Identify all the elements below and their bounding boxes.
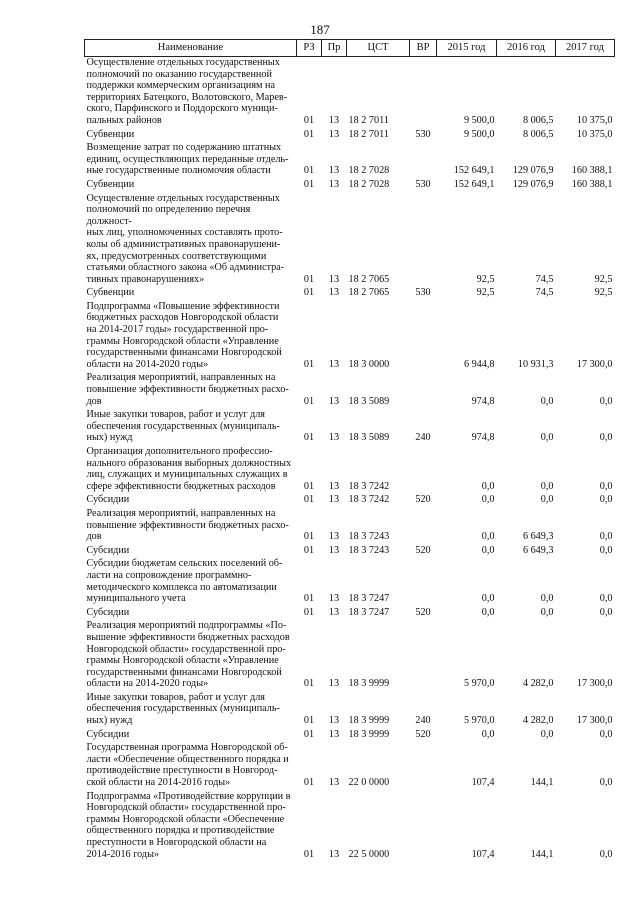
row-name: Реализация мероприятий, направленных на повышение эффективности бюджетных расхо- дов [86,372,289,407]
row-cst: 18 2 7028 [348,178,390,190]
header-2015: 2015 год [437,40,497,57]
table-row [85,129,615,141]
row-2016: 4 282,0 [522,715,554,727]
table-row [85,287,615,299]
row-vr: 520 [415,728,431,740]
table-row [85,57,615,127]
row-2016: 0,0 [540,728,554,740]
table-row [85,558,615,604]
row-2017: 10 375,0 [576,128,613,140]
header-rz: РЗ [297,40,322,57]
row-pr: 13 [328,480,340,492]
header-name: Наименование [85,40,297,57]
table-row [85,446,615,492]
row-2016: 0,0 [540,432,554,444]
row-vr [410,372,437,407]
row-2016: 0,0 [540,606,554,618]
row-2015: 5 970,0 [463,678,495,690]
row-vr [410,742,437,788]
table-row [85,620,615,690]
table-row [85,193,615,286]
row-rz: 01 [303,287,315,299]
row-rz: 01 [303,358,315,370]
row-name: Субвенции [86,287,135,299]
row-vr [410,791,437,861]
row-pr: 13 [328,715,340,727]
table-row [85,494,615,506]
row-2016: 6 649,3 [522,531,554,543]
row-2016: 129 076,9 [512,178,554,190]
row-2017: 17 300,0 [576,715,613,727]
row-name: Субсидии [86,728,130,740]
row-2017: 0,0 [599,531,613,543]
page-number: 187 [310,22,330,37]
row-2017: 92,5 [594,273,613,285]
row-vr: 530 [415,287,431,299]
row-2016: 129 076,9 [512,165,554,177]
row-name: Реализация мероприятий подпрограммы «По- вышение эффективности бюджетных расходов Новгородской области» государственной про- граммы Новгородской области «Управление государственными финансами Новгородской области на 2014-2020 годы» [86,620,290,690]
row-rz: 01 [303,593,315,605]
row-2017: 0,0 [599,395,613,407]
row-2015: 107,4 [471,777,495,789]
row-2015: 974,8 [471,395,495,407]
row-vr [410,57,437,127]
row-name: Субсидии [86,494,130,506]
row-2017: 10 375,0 [576,114,613,126]
row-name: Субвенции [86,178,135,190]
row-cst: 18 3 7247 [348,593,390,605]
row-2015: 0,0 [481,531,495,543]
row-rz: 01 [303,606,315,618]
row-2015: 0,0 [481,728,495,740]
row-cst: 18 3 0000 [348,358,390,370]
header-cst: ЦСТ [347,40,410,57]
table-row [85,372,615,407]
row-vr: 530 [415,178,431,190]
row-pr: 13 [328,606,340,618]
row-rz: 01 [303,494,315,506]
row-2015: 0,0 [481,606,495,618]
row-cst: 18 2 7011 [348,114,389,126]
row-pr: 13 [328,395,340,407]
row-pr: 13 [328,544,340,556]
row-rz: 01 [303,715,315,727]
row-cst: 18 3 9999 [348,715,390,727]
row-rz: 01 [303,114,315,126]
table-row [85,508,615,543]
row-pr: 13 [328,531,340,543]
row-2016: 74,5 [535,287,554,299]
row-vr: 240 [415,715,431,727]
row-vr [410,142,437,177]
row-2017: 0,0 [599,544,613,556]
row-2017: 0,0 [599,777,613,789]
row-2017: 0,0 [599,593,613,605]
row-2016: 8 006,5 [522,114,554,126]
row-cst: 18 3 9999 [348,678,390,690]
row-2017: 0,0 [599,494,613,506]
row-2015: 974,8 [471,432,495,444]
row-2015: 92,5 [476,273,495,285]
row-cst: 18 3 7243 [348,531,390,543]
row-2016: 10 931,3 [517,358,554,370]
row-name: Государственная программа Новгородской об- ласти «Обеспечение общественного порядка и противодействие преступности в Новгород- ской области на 2014-2016 годы» [86,742,289,789]
row-cst: 18 3 9999 [348,728,390,740]
row-vr: 530 [415,128,431,140]
row-2016: 0,0 [540,395,554,407]
table-row [85,179,615,191]
row-pr: 13 [328,432,340,444]
row-rz: 01 [303,544,315,556]
row-2016: 0,0 [540,494,554,506]
row-name: Иные закупки товаров, работ и услуг для обеспечения государственных (муниципаль- ных) нужд [86,409,280,444]
row-2017: 92,5 [594,287,613,299]
row-vr [410,558,437,604]
row-rz: 01 [303,395,315,407]
row-name: Реализация мероприятий, направленных на повышение эффективности бюджетных расхо- дов [86,507,289,543]
row-cst: 22 0 0000 [348,777,390,789]
table-row [85,545,615,557]
row-2015: 152 649,1 [453,178,495,190]
row-vr [410,620,437,690]
table-row [85,742,615,788]
row-vr [410,193,437,286]
row-name: Подпрограмма «Повышение эффективности бюджетных расходов Новгородской области на 2014-2017 годы» государственной про- граммы Новгородской области «Управление государственными финансами Новгородской области на 2014-2020 годы» [86,300,282,370]
row-2016: 0,0 [540,593,554,605]
row-vr [410,446,437,492]
row-pr: 13 [328,777,340,789]
row-name: Осуществление отдельных государственных полномочий по оказанию государственной поддержки коммерческим организациям на территориях Батецкого, Волотовского, Марев- ского, Парфинского и Поддорского муници- пальных районов [86,57,288,126]
row-2015: 5 970,0 [463,715,495,727]
row-2015: 92,5 [476,287,495,299]
row-2016: 6 649,3 [522,544,554,556]
row-rz: 01 [303,178,315,190]
table-row [85,142,615,177]
row-2015: 152 649,1 [453,165,495,177]
row-cst: 22 5 0000 [348,848,390,860]
row-name: Осуществление отдельных государственных полномочий по определению перечня должност- ных лиц, уполномоченных составлять прото- колы об административных правонарушени- ях, предусмотренных соответствующими статьями областного закона «Об администра- тивных правонарушениях» [86,192,285,285]
row-2015: 0,0 [481,593,495,605]
row-vr [410,301,437,371]
row-cst: 18 3 7247 [348,606,390,618]
table-row [85,791,615,861]
row-gap [85,860,615,862]
row-2017: 17 300,0 [576,678,613,690]
row-pr: 13 [328,128,340,140]
row-2017: 0,0 [599,728,613,740]
row-name: Субсидии [86,544,130,556]
row-cst: 18 2 7028 [348,165,390,177]
row-2016: 0,0 [540,480,554,492]
row-pr: 13 [328,848,340,860]
table-body [85,57,615,863]
row-rz: 01 [303,777,315,789]
row-pr: 13 [328,273,340,285]
row-name: Подпрограмма «Противодействие коррупции в Новгородской области» государственной про- граммы Новгородской области «Обеспечение общественного порядка и противодействие преступности в Новгородской области на 2014-2016 годы» [86,790,291,860]
table-row [85,692,615,727]
row-2017: 0,0 [599,606,613,618]
row-2017: 160 388,1 [571,165,613,177]
row-pr: 13 [328,728,340,740]
row-name: Организация дополнительного профессио- нального образования выборных должностных лиц, служащих и муниципальных служащих в сфере эффективности бюджетных расходов [86,446,292,492]
row-cst: 18 3 7242 [348,494,390,506]
row-pr: 13 [328,494,340,506]
row-pr: 13 [328,178,340,190]
row-2015: 0,0 [481,480,495,492]
row-2016: 74,5 [535,273,554,285]
row-2015: 9 500,0 [463,128,495,140]
row-rz: 01 [303,432,315,444]
row-2017: 17 300,0 [576,358,613,370]
row-cst: 18 3 5089 [348,432,390,444]
row-cst: 18 3 5089 [348,395,390,407]
row-rz: 01 [303,128,315,140]
row-cst: 18 3 7242 [348,480,390,492]
row-name: Субсидии [86,606,130,618]
row-pr: 13 [328,593,340,605]
header-2017: 2017 год [556,40,615,57]
row-cst: 18 2 7065 [348,273,390,285]
table-row [85,729,615,741]
row-vr: 520 [415,494,431,506]
row-rz: 01 [303,165,315,177]
row-2016: 8 006,5 [522,128,554,140]
row-name: Субвенции [86,128,135,140]
row-2016: 144,1 [530,777,554,789]
row-pr: 13 [328,287,340,299]
row-vr [410,508,437,543]
row-vr: 520 [415,606,431,618]
row-cst: 18 2 7011 [348,128,389,140]
table-row [85,607,615,619]
header-2016: 2016 год [497,40,556,57]
header-vr: ВР [410,40,437,57]
header-pr: Пр [322,40,347,57]
table-row [85,301,615,371]
row-name: Субсидии бюджетам сельских поселений об- ласти на сопровождение программно- методического комплекса по автоматизации муниципального учета [86,558,283,605]
row-vr: 520 [415,544,431,556]
row-cst: 18 3 7243 [348,544,390,556]
row-cst: 18 2 7065 [348,287,390,299]
row-2017: 0,0 [599,848,613,860]
row-pr: 13 [328,165,340,177]
row-pr: 13 [328,114,340,126]
row-name: Возмещение затрат по содержанию штатных единиц, осуществляющих переданные отдель- ные государственные полномочия области [86,142,289,177]
row-2017: 160 388,1 [571,178,613,190]
row-2015: 0,0 [481,494,495,506]
row-2017: 0,0 [599,432,613,444]
row-vr: 240 [415,432,431,444]
row-2015: 9 500,0 [463,114,495,126]
row-pr: 13 [328,358,340,370]
table-header-row [85,40,615,57]
row-2016: 144,1 [530,848,554,860]
row-2017: 0,0 [599,480,613,492]
table-row [85,409,615,444]
row-2015: 6 944,8 [463,358,495,370]
row-pr: 13 [328,678,340,690]
row-2015: 107,4 [471,848,495,860]
row-rz: 01 [303,273,315,285]
row-rz: 01 [303,480,315,492]
budget-table [84,39,615,862]
row-2015: 0,0 [481,544,495,556]
row-2016: 4 282,0 [522,678,554,690]
row-rz: 01 [303,728,315,740]
row-rz: 01 [303,531,315,543]
row-rz: 01 [303,678,315,690]
row-name: Иные закупки товаров, работ и услуг для обеспечения государственных (муниципаль- ных) нужд [86,691,280,727]
row-rz: 01 [303,848,315,860]
